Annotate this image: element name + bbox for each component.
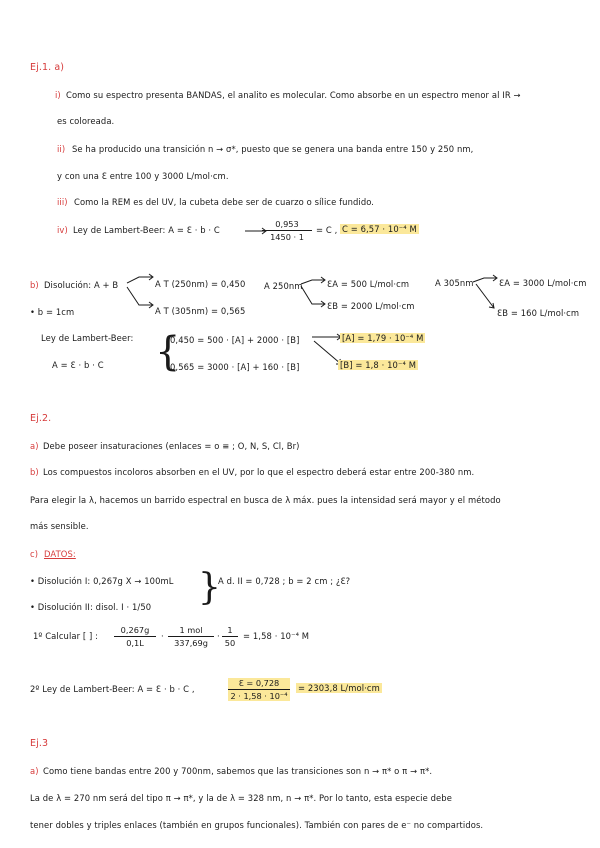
ej1-b-ea: ƐA = 500 L/mol·cm <box>327 279 410 289</box>
arrow-icon <box>125 272 155 314</box>
ej2-calc-f1-num: 0,267g <box>114 625 156 637</box>
ej1-b-res1: [A] = 1,79 · 10⁻⁴ M <box>342 333 424 343</box>
ej2-lb2-label: 2º Ley de Lambert-Beer: A = Ɛ · b · C , <box>30 684 195 694</box>
ej3-line2: La de λ = 270 nm será del tipo π → π*, y la de λ = 328 nm, n → π*. Por lo tanto, esta especie debe <box>30 793 452 803</box>
ej1-iv-fraction <box>262 219 312 242</box>
ej2-lb2-den: 2 · 1,58 · 10⁻⁴ <box>230 691 288 701</box>
ej3-line3: tener dobles y triples enlaces (también en grupos funcionales). También con pares de e⁻ no compartidos. <box>30 820 484 830</box>
ej1-ii-num: ii) <box>57 144 66 154</box>
ej3-title: Ej.3 <box>30 738 49 749</box>
ej1-b-ea2: ƐA = 3000 L/mol·cm <box>499 278 587 288</box>
ej1-b-at250: A T (250nm) = 0,450 <box>155 279 246 289</box>
ej2-lb2-fraction <box>228 678 290 701</box>
ej1-b-a305: A 305nm <box>435 278 474 288</box>
ej2-b-line2: Para elegir la λ, hacemos un barrido espectral en busca de λ máx. pues la intensidad será mayor y el método <box>30 495 501 505</box>
ej2-c-label: c) <box>30 549 39 559</box>
ej2-a-label: a) <box>30 441 39 451</box>
ej1-i-line1: Como su espectro presenta BANDAS, el analito es molecular. Como absorbe en un espectro menor al IR → <box>66 90 521 100</box>
ej1-b-eq2: 0,565 = 3000 · [A] + 160 · [B] <box>170 362 300 372</box>
ej1-ii-line1: Se ha producido una transición n → σ*, puesto que se genera una banda entre 150 y 250 nm, <box>72 144 474 154</box>
ej2-calc-f2-num: 1 mol <box>168 625 214 637</box>
dot-icon: · <box>217 631 220 641</box>
ej2-b-label: b) <box>30 467 39 477</box>
ej1-b-eq1: 0,450 = 500 · [A] + 2000 · [B] <box>170 335 300 345</box>
ej1-iv-eq: = C , <box>316 225 338 235</box>
ej2-calc-result: = 1,58 · 10⁻⁴ M <box>243 631 310 641</box>
arrow-icon <box>472 274 500 314</box>
ej1-iv-label: Ley de Lambert-Beer: A = Ɛ · b · C <box>73 225 220 235</box>
ej2-lb2-num: Ɛ = 0,728 <box>228 678 290 690</box>
ej1-iv-frac-num: 0,953 <box>262 219 312 231</box>
ej3-a-label: a) <box>30 766 39 776</box>
ej1-title: Ej.1. a) <box>30 62 65 73</box>
ej2-calc-label: 1º Calcular [ ] : <box>33 631 99 641</box>
dot-icon: · <box>161 631 164 641</box>
ej2-lb2-result: = 2303,8 L/mol·cm <box>298 683 380 693</box>
ej2-a-text: Debe poseer insaturaciones (enlaces = o ≡ ; O, N, S, Cl, Br) <box>43 441 300 451</box>
ej1-b-at305: A T (305nm) = 0,565 <box>155 306 246 316</box>
ej2-calc-f2-den: 337,69g <box>174 638 208 648</box>
ej1-b-res2: [B] = 1,8 · 10⁻⁴ M <box>340 360 417 370</box>
ej2-calc-f3-num: 1 <box>222 625 238 637</box>
ej2-d1: • Disolución I: 0,267g X → 100mL <box>30 576 174 586</box>
ej1-b-label: b) <box>30 280 39 290</box>
brace-icon: { <box>155 329 181 375</box>
ej1-b-formula: A = Ɛ · b · C <box>52 360 104 370</box>
ej1-iv-num: iv) <box>57 225 68 235</box>
ej2-b-line3: más sensible. <box>30 521 89 531</box>
ej3-line1: Como tiene bandas entre 200 y 700nm, sabemos que las transiciones son n → π* o π → π*. <box>43 766 433 776</box>
ej1-b-lb: Ley de Lambert-Beer: <box>41 333 134 343</box>
ej1-iii-line: Como la REM es del UV, la cubeta debe ser de cuarzo o sílice fundido. <box>74 197 375 207</box>
ej2-b-line1: Los compuestos incoloros absorben en el UV, por lo que el espectro deberá estar entre 200-380 nm. <box>43 467 475 477</box>
ej2-c-datos: DATOS: <box>44 549 76 559</box>
ej1-i-line2: es coloreada. <box>57 116 115 126</box>
ej2-calc-frac3 <box>222 625 238 648</box>
ej2-calc-frac1 <box>114 625 156 648</box>
ej1-b-disolucion: Disolución: A + B <box>44 280 119 290</box>
ej2-calc-f3-den: 50 <box>224 638 236 648</box>
ej1-b-eb: ƐB = 2000 L/mol·cm <box>327 301 415 311</box>
ej1-b-b: • b = 1cm <box>30 307 75 317</box>
ej1-ii-line2: y con una Ɛ entre 100 y 3000 L/mol·cm. <box>57 171 229 181</box>
ej1-iv-frac-den: 1450 · 1 <box>270 232 304 242</box>
ej1-iv-result: C = 6,57 · 10⁻⁴ M <box>342 224 417 234</box>
ej2-calc-frac2 <box>168 625 214 648</box>
brace-right-icon: } <box>198 567 222 608</box>
arrow-icon <box>300 276 328 312</box>
ej1-i-num: i) <box>55 90 61 100</box>
ej2-calc-f1-den: 0,1L <box>126 638 144 648</box>
ej2-title: Ej.2. <box>30 413 52 424</box>
ej2-d-abs: A d. II = 0,728 ; b = 2 cm ; ¿Ɛ? <box>218 576 351 586</box>
ej2-d2: • Disolución II: disol. I · 1/50 <box>30 602 152 612</box>
ej1-iii-num: iii) <box>57 197 68 207</box>
ej1-b-a250: A 250nm <box>264 281 303 291</box>
ej1-b-eb2: ƐB = 160 L/mol·cm <box>497 308 580 318</box>
